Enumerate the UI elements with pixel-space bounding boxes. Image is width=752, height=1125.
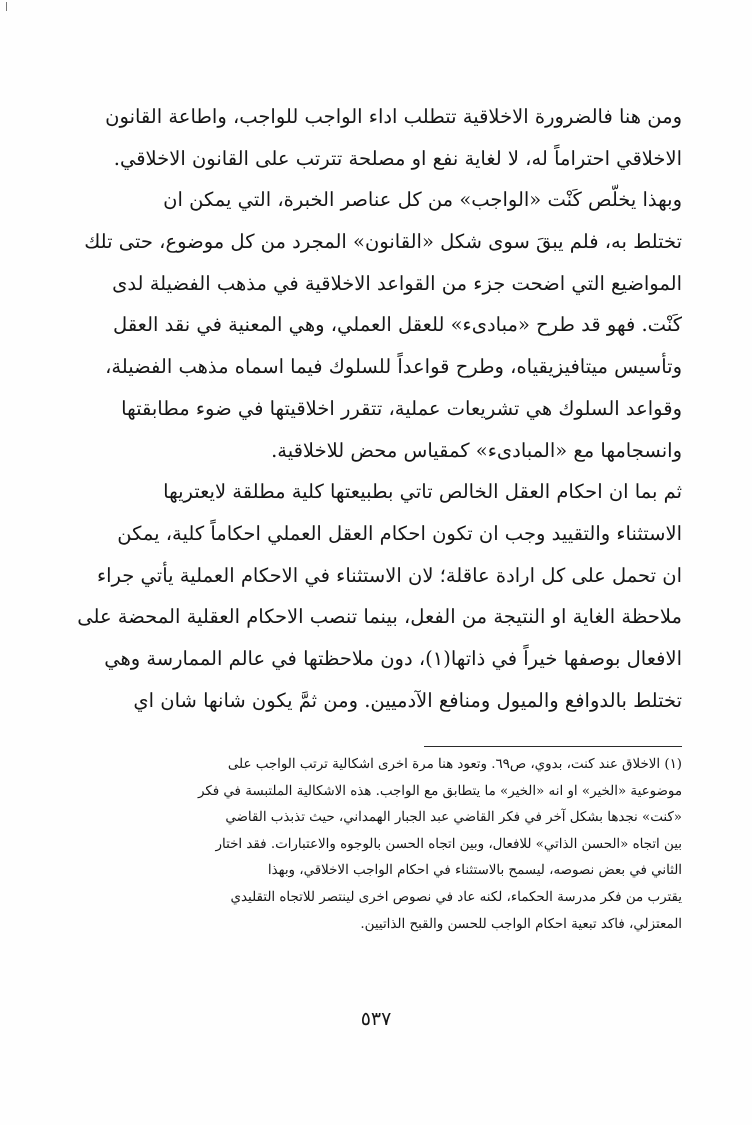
text-line: كَنْت. فهو قد طرح «مبادىء» للعقل العملي، وهي المعنية في نقد العقل: [113, 313, 682, 337]
text-line: وتأسيس ميتافيزيقياه، وطرح قواعداً للسلوك فيما اسماه مذهب الفضيلة،: [105, 355, 682, 379]
text-line: تختلط به، فلم يبقَ سوى شكل «القانون» المجرد من كل موضوع، حتى تلك: [84, 230, 682, 254]
text-line: وانسجامها مع «المبادىء» كمقياس محض للاخلاقية.: [271, 438, 682, 462]
footnote-line: يقترب من فكر مدرسة الحكماء، لكنه عاد في نصوص اخرى لينتصر للاتجاه التقليدي: [230, 889, 682, 905]
text-line: الاستثناء والتقييد وجب ان تكون احكام العقل العملي احكاماً كلية، يمكن: [117, 521, 682, 545]
footnote-line: بين اتجاه «الحسن الذاتي» للافعال، وبين اتجاه الحسن بالوجوه والاعتبارات. فقد اختار: [215, 836, 682, 852]
text-line: ومن هنا فالضرورة الاخلاقية تتطلب اداء الواجب للواجب، واطاعة القانون: [105, 105, 682, 128]
footnote-line: (١) الاخلاق عند كنت، بدوي، ص٦٩. وتعود هنا مرة اخرى اشكالية ترتب الواجب على: [227, 757, 682, 772]
footnote-line: الثاني في بعض نصوصه، ليسمح بالاستثناء في احكام الواجب الاخلاقي، وبهذا: [267, 863, 682, 879]
footnote-line: موضوعية «الخير» او انه «الخير» ما يتطابق مع الواجب. هذه الاشكالية الملتبسة في فكر: [197, 783, 682, 799]
footnote-divider: [424, 746, 682, 747]
text-line: المواضيع التي اضحت جزء من القواعد الاخلاقية في مذهب الفضيلة لدى: [112, 271, 682, 295]
scan-mark: [6, 2, 10, 11]
text-line: ثم بما ان احكام العقل الخالص تاتي بطبيعتها كلية مطلقة لايعتريها: [163, 480, 682, 504]
footnote-line: المعتزلي، فاكد تبعية احكام الواجب للحسن والقبح الذاتيين.: [360, 916, 682, 932]
text-line: تختلط بالدوافع والميول ومنافع الآدميين. ومن ثمَّ يكون شانها شان اي: [133, 688, 682, 712]
text-line: ملاحظة الغاية او النتيجة من الفعل، بينما تنصب الاحكام العقلية المحضة على: [77, 605, 682, 629]
text-line: الافعال بوصفها خيراً في ذاتها(١)، دون ملاحظتها في عالم الممارسة وهي: [104, 646, 682, 670]
main-text: [66, 96, 682, 721]
footnote-line: «كنت» نجدها بشكل آخر في فكر القاضي عبد الجبار الهمداني، حيث تذبذب القاضي: [225, 810, 682, 826]
footnotes: [66, 752, 682, 938]
text-line: وبهذا يخلّص كَنْت «الواجب» من كل عناصر الخبرة، التي يمكن ان: [163, 188, 682, 212]
text-line: الاخلاقي احتراماً له، لا لغاية نفع او مصلحة تترتب على القانون الاخلاقي.: [113, 146, 682, 170]
page-number: ٥٣٧: [360, 1008, 392, 1030]
text-line: ان تحمل على كل ارادة عاقلة؛ لان الاستثناء في الاحكام العملية يأتي جراء: [96, 563, 682, 587]
text-line: وقواعد السلوك هي تشريعات عملية، تتقرر اخلاقيتها في ضوء مطابقتها: [121, 396, 682, 420]
